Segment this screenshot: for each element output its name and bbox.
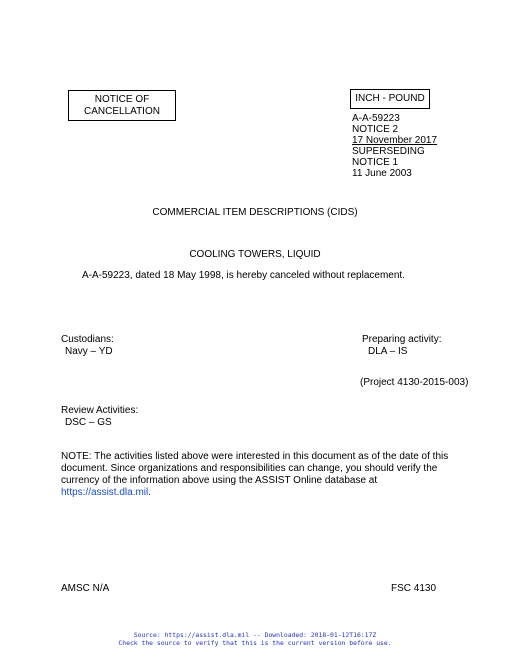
notice-box-line1: NOTICE OF [94, 93, 150, 105]
review-activities-block [61, 405, 138, 429]
notice-of-cancellation-box [68, 90, 176, 121]
document-heading: COMMERCIAL ITEM DESCRIPTIONS (CIDS) [152, 207, 358, 218]
custodians-label: Custodians: [61, 334, 114, 345]
source-line1: Source: https://assist.dla.mil -- Downloaded: 2018-01-12T16:17Z [133, 631, 377, 639]
document-subject: COOLING TOWERS, LIQUID [189, 249, 321, 260]
amsc-label: AMSC N/A [61, 583, 110, 594]
source-line2: Check the source to verify that this is the current version before use. [118, 639, 392, 647]
note-text: NOTE: The activities listed above were interested in this document as of the date of this document. Since organizations and responsibilities can change, you should verify the currency of the information above using the ASSIST Online database at [61, 451, 449, 486]
superseding-label: SUPERSEDING [352, 146, 425, 157]
note-paragraph [61, 451, 461, 499]
fsc-label: FSC 4130 [391, 583, 437, 594]
preparing-activity-block [362, 334, 441, 358]
custodians-block [61, 334, 114, 358]
assist-link[interactable]: https://assist.dla.mil [61, 487, 149, 498]
preparing-activity-value: DLA – IS [368, 346, 408, 357]
notice-box-line2: CANCELLATION [84, 105, 160, 117]
inch-pound-box [350, 89, 430, 109]
custodians-value: Navy – YD [65, 346, 113, 357]
note-end: . [148, 487, 152, 498]
project-number: (Project 4130-2015-003) [360, 377, 469, 388]
previous-notice: NOTICE 1 [352, 157, 399, 168]
source-footer [0, 631, 510, 647]
review-activities-label: Review Activities: [61, 405, 139, 416]
document-info [352, 113, 437, 179]
previous-date: 11 June 2003 [352, 168, 412, 179]
doc-number: A-A-59223 [352, 113, 400, 124]
preparing-activity-label: Preparing activity: [362, 334, 442, 345]
cancellation-statement: A-A-59223, dated 18 May 1998, is hereby canceled without replacement. [82, 270, 405, 281]
notice-date: 17 November 2017 [352, 135, 438, 146]
review-activities-value: DSC – GS [65, 417, 112, 428]
notice-number: NOTICE 2 [352, 124, 399, 135]
inch-pound-label: INCH - POUND [355, 93, 425, 104]
